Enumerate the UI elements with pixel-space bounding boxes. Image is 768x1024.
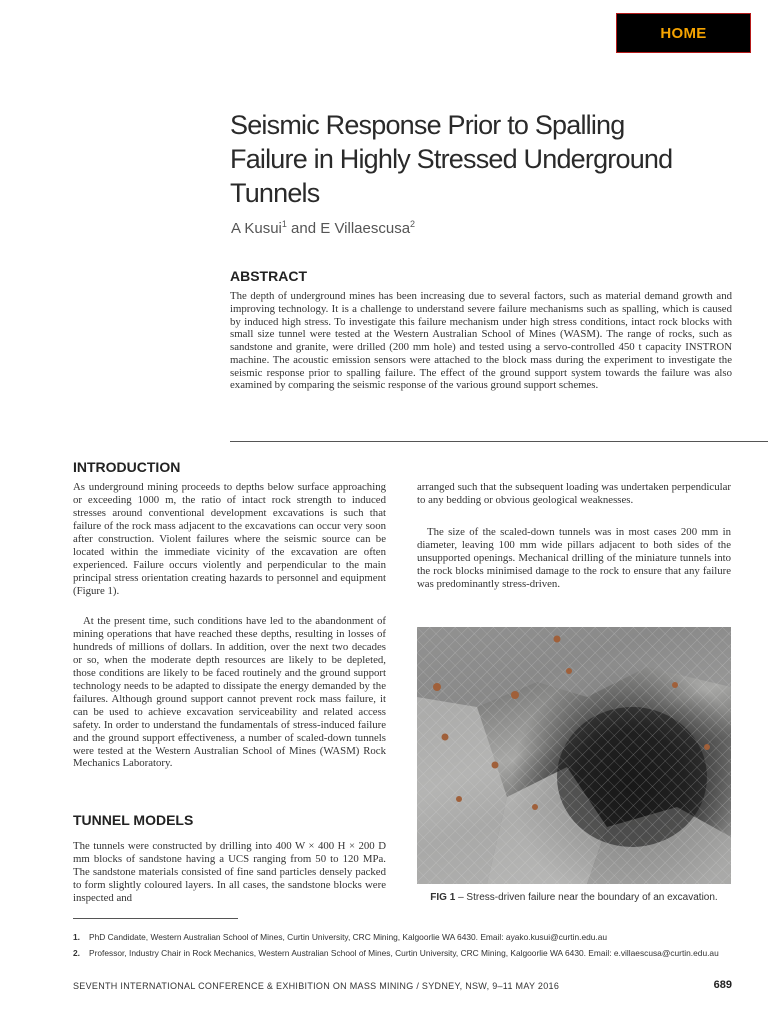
footnote-2 — [73, 948, 719, 958]
figure-caption-text: – Stress-driven failure near the boundary of an excavation. — [455, 892, 718, 903]
paper-authors — [231, 219, 415, 237]
abstract-divider — [230, 441, 768, 442]
footnote-number: 2. — [73, 948, 80, 958]
page-number: 689 — [713, 979, 732, 991]
footnote-number: 1. — [73, 932, 80, 942]
author-name: A Kusui — [231, 220, 282, 237]
tunnel-failure-photo — [417, 627, 731, 884]
right-column-paragraph-2: The size of the scaled-down tunnels was in most cases 200 mm in diameter, leaving 100 mm wide pillars adjacent to both sides of the unsupported openings. Mechanical drilling of the miniature tunnels into the rock blocks minimised damage to the rock to ensure that any failure was predominantly stress-driven. — [417, 526, 731, 590]
author-affiliation-marker: 2 — [410, 219, 416, 229]
footnote-1 — [73, 932, 607, 942]
abstract-text: The depth of underground mines has been increasing due to several factors, such as material demand growth and improving technology. It is a challenge to understand severe failure mechanisms such as spalling, which is caused by induced high stress. To investigate this failure mechanism under high stress conditions, intact rock blocks with small size tunnel were tested at the Western Australian School of Mines (WASM). The range of rocks, such as sandstone and granite, were drilled (200 mm hole) and tested using a servo-controlled 450 t capacity INSTRON machine. The acoustic emission sensors were attached to the block mass during the experiment to investigate the seismic response prior to spalling failure. The effect of the ground support system towards the failure was also examined by comparing the seismic response of the various ground support schemes. — [230, 290, 732, 392]
figure-caption — [417, 892, 731, 903]
author-separator: and — [286, 220, 321, 237]
paper-title: Seismic Response Prior to Spalling Failure in Highly Stressed Underground Tunnels — [230, 110, 673, 208]
introduction-heading: INTRODUCTION — [73, 459, 181, 475]
tunnel-models-heading: TUNNEL MODELS — [73, 812, 194, 828]
right-column-paragraph-1: arranged such that the subsequent loading was undertaken perpendicular to any bedding or obvious geological weaknesses. — [417, 481, 731, 506]
tunnel-models-paragraph-1: The tunnels were constructed by drilling into 400 W × 400 H × 200 D mm blocks of sandstone having a UCS ranging from 50 to 120 MPa. The sandstone materials consisted of fine sand particles densely packed to form slightly coloured layers. In all cases, the sandstone blocks were inspected and — [73, 840, 386, 904]
footnote-divider — [73, 918, 238, 919]
introduction-paragraph-2: At the present time, such conditions have led to the abandonment of mining operations that have reached these depths, resulting in losses of hundreds of millions of dollars. In addition, over the next two decades or so, when the moderate depth resources are likely to be depleted, those conditions are likely to be faced routinely and the ground support technology needs to be adapted to dissipate the energy demanded by the failures. Although ground support cannot prevent rock mass failure, it can be used to achieve excavation serviceability and related access safety. In order to understand the fundamentals of stress-induced failure and the ground support effectiveness, a number of scaled-down tunnels were tested at the Western Australian School of Mines (WASM) Rock Mechanics Laboratory. — [73, 615, 386, 770]
footnote-text: PhD Candidate, Western Australian School of Mines, Curtin University, CRC Mining, Kalgoorlie WA 6430. Email: ayako.kusui@curtin.edu.au — [89, 932, 608, 942]
home-button[interactable]: HOME — [616, 13, 751, 53]
introduction-paragraph-1: As underground mining proceeds to depths below surface approaching or exceeding 1000 m, the ratio of intact rock strength to induced stresses around conventional development excavations is such that failure of the rock mass adjacent to the excavations can occur very soon after construction. Violent failures where the seismic source can be located within the immediate vicinity of the excavation are often experienced. Failure occurs violently and perpendicular to the main principal stress orientation creating hazards to personnel and equipment (Figure 1). — [73, 481, 386, 597]
author-name: E Villaescusa — [320, 220, 411, 237]
author-affiliation-marker: 1 — [281, 219, 287, 229]
conference-footer: SEVENTH INTERNATIONAL CONFERENCE & EXHIBITION ON MASS MINING / SYDNEY, NSW, 9–11 MAY 2016 — [73, 981, 560, 991]
footnote-text: Professor, Industry Chair in Rock Mechanics, Western Australian School of Mines, Curtin University, CRC Mining, Kalgoorlie WA 6430. Email: e.villaescusa@curtin.edu.au — [89, 948, 719, 958]
abstract-heading: ABSTRACT — [230, 268, 307, 284]
figure-label: FIG 1 — [430, 892, 456, 903]
tunnel-photo-illustration — [417, 627, 731, 884]
